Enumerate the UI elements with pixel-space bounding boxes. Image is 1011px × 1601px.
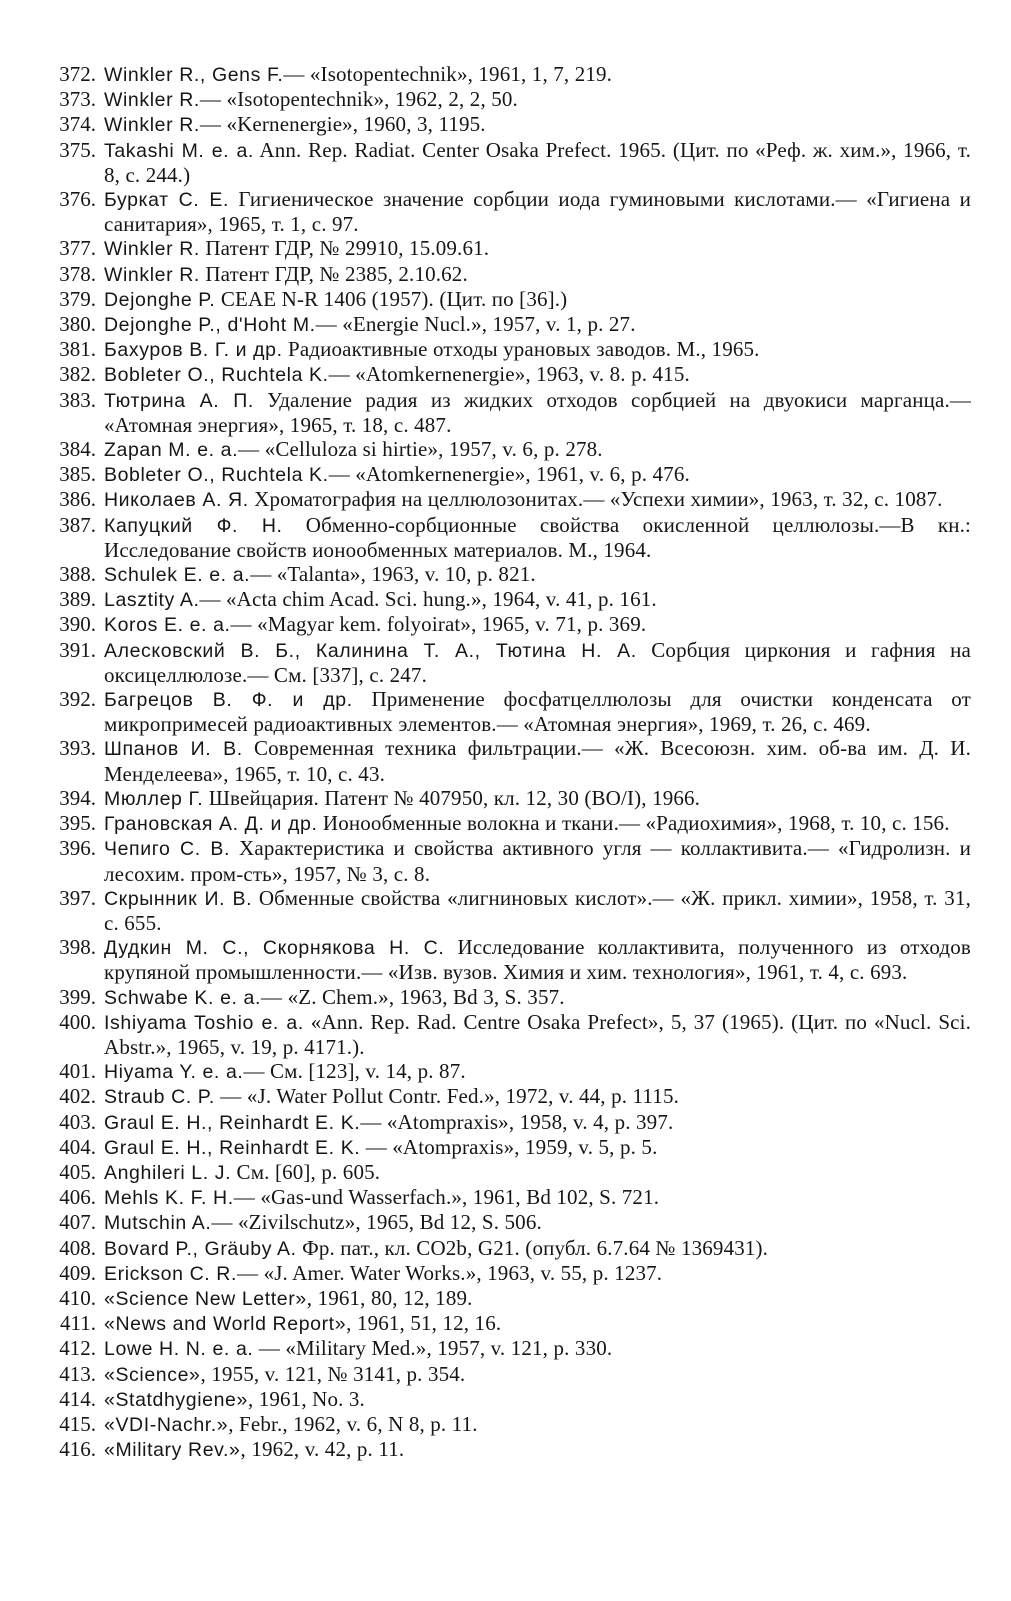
reference-entry (44, 562, 971, 587)
reference-number: 408. (59, 1235, 96, 1260)
reference-source: — См. [123], v. 14, p. 87. (243, 1059, 466, 1084)
reference-text (104, 487, 971, 512)
reference-number: 397. (59, 885, 96, 910)
reference-source: , 1961, 80, 12, 189. (306, 1285, 473, 1310)
reference-text (104, 1185, 971, 1210)
reference-source: — «Atomkernenergie», 1963, v. 8. p. 415. (328, 362, 690, 387)
reference-text (104, 1362, 971, 1387)
reference-source: — «Zivilschutz», 1965, Bd 12, S. 506. (211, 1210, 542, 1235)
reference-author: Straub C. P. (104, 1086, 215, 1109)
reference-entry (44, 736, 971, 785)
reference-author: Lowe H. N. e. a. (104, 1338, 254, 1361)
reference-text (104, 1084, 971, 1109)
reference-text (104, 811, 971, 836)
reference-text (104, 362, 971, 387)
reference-source: — «Talanta», 1963, v. 10, p. 821. (250, 562, 536, 587)
reference-text (104, 138, 971, 187)
reference-number: 411. (60, 1311, 96, 1336)
reference-source: — «J. Water Pollut Contr. Fed.», 1972, v. 44, p. 1115. (214, 1084, 679, 1109)
reference-source: — «Gas-und Wasserfach.», 1961, Bd 102, S. 721. (233, 1185, 660, 1210)
reference-author: Winkler R. (104, 114, 200, 137)
reference-entry (44, 287, 971, 312)
reference-entry (44, 587, 971, 612)
reference-text (104, 462, 971, 487)
reference-entry (44, 1210, 971, 1235)
reference-author: «VDI-Nachr.» (104, 1413, 229, 1436)
reference-author: Zapan M. e. a. (104, 439, 239, 462)
reference-source: — «Atompraxis», 1959, v. 5, p. 5. (360, 1134, 658, 1159)
reference-number: 384. (59, 437, 96, 462)
reference-entry (44, 1084, 971, 1109)
reference-source: , Febr., 1962, v. 6, N 8, p. 11. (228, 1411, 478, 1436)
reference-source: Патент ГДР, № 29910, 15.09.61. (199, 236, 490, 261)
reference-entry (44, 1110, 971, 1135)
reference-source: «Ann. Rep. Rad. Centre Osaka Prefect», 5, 37 (1965). (Цит. по «Nucl. Sci. Abstr.», 1965, v. 19, p. 4171.). (104, 1009, 972, 1059)
reference-source: — «Magyar kem. folyoirat», 1965, v. 71, p. 369. (230, 612, 647, 637)
reference-author: Алесковский В. Б., Калинина Т. А., Тютина Н. А. (104, 639, 637, 662)
reference-number: 372. (59, 62, 96, 86)
reference-text (104, 1010, 971, 1059)
reference-number: 396. (59, 836, 96, 861)
reference-number: 403. (59, 1109, 96, 1134)
reference-author: Dejonghe P. (104, 288, 216, 311)
reference-text (104, 1110, 971, 1135)
reference-source: Гигиеническое значение сорбции иода гуминовыми кислотами.— «Гигиена и санитария», 1965, т. 1, с. 97. (104, 187, 971, 237)
reference-entry (44, 262, 971, 287)
reference-text (104, 437, 971, 462)
reference-entry (44, 462, 971, 487)
reference-entry (44, 1437, 971, 1462)
reference-text (104, 1336, 971, 1361)
reference-text (104, 1160, 971, 1185)
reference-source: , 1961, 51, 12, 16. (346, 1311, 502, 1336)
reference-author: Winkler R., Gens F. (104, 64, 284, 86)
reference-number: 377. (59, 236, 96, 261)
reference-list (44, 62, 971, 1462)
reference-source: См. [60], p. 605. (231, 1159, 381, 1184)
reference-author: Koros E. e. a. (104, 614, 231, 637)
reference-text (104, 87, 971, 112)
reference-entry (44, 1336, 971, 1361)
reference-text (104, 388, 971, 437)
reference-entry (44, 886, 971, 935)
reference-number: 406. (59, 1185, 96, 1210)
reference-source: Ann. Rep. Radiat. Center Osaka Prefect. 1965. (Цит. по «Реф. ж. хим.», 1966, т. 8, с. 244.) (104, 137, 971, 187)
reference-text (104, 786, 971, 811)
reference-author: Шпанов И. В. (104, 738, 243, 761)
reference-entry (44, 786, 971, 811)
reference-source: Швейцария. Патент № 407950, кл. 12, 30 (BO/I), 1966. (203, 785, 701, 810)
reference-entry (44, 1185, 971, 1210)
reference-author: Winkler R. (104, 263, 200, 286)
reference-number: 389. (59, 587, 96, 612)
reference-text (104, 287, 971, 312)
reference-entry (44, 811, 971, 836)
reference-author: «Science» (104, 1363, 201, 1386)
reference-author: Bobleter O., Ruchtela K. (104, 464, 329, 487)
reference-author: Буркат С. Е. (104, 189, 230, 212)
reference-text (104, 312, 971, 337)
reference-text (104, 886, 971, 935)
reference-source: Радиоактивные отходы урановых заводов. М., 1965. (282, 337, 760, 362)
reference-author: Schulek E. e. a. (104, 564, 251, 587)
reference-source: — «Atomkernenergie», 1961, v. 6, p. 476. (328, 462, 690, 487)
reference-author: Winkler R. (104, 89, 200, 112)
reference-text (104, 187, 971, 236)
reference-entry (44, 487, 971, 512)
reference-number: 391. (59, 637, 96, 662)
reference-number: 399. (59, 984, 96, 1009)
reference-number: 382. (59, 362, 96, 387)
reference-text (104, 836, 971, 885)
reference-source: Современная техника фильтрации.— «Ж. Всесоюзн. хим. об-ва им. Д. И. Менделеева», 1965, т. 10, с. 43. (104, 736, 971, 786)
reference-entry (44, 836, 971, 885)
reference-number: 387. (59, 512, 96, 537)
reference-source: Сорбция циркония и гафния на оксицеллюлозе.— См. [337], с. 247. (104, 637, 971, 687)
reference-entry (44, 612, 971, 637)
reference-source: Обменно-сорбционные свойства окисленной целлюлозы.—В кн.: Исследование свойств ионообменных материалов. М., 1964. (104, 512, 971, 562)
reference-author: Hiyama Y. e. a. (104, 1061, 244, 1084)
reference-author: Bobleter O., Ruchtela K. (104, 364, 329, 387)
reference-entry (44, 1160, 971, 1185)
reference-author: Ishiyama Toshio e. a. (104, 1011, 304, 1034)
reference-author: Erickson C. R. (104, 1262, 238, 1285)
reference-number: 415. (59, 1411, 96, 1436)
reference-number: 374. (59, 112, 96, 137)
reference-source: Характеристика и свойства активного угля — коллактивита.— «Гидролизн. и лесохим. пром-сть», 1957, № 3, с. 8. (104, 836, 971, 886)
reference-entry (44, 1236, 971, 1261)
reference-text (104, 935, 971, 984)
reference-author: Николаев А. Я. (104, 489, 249, 512)
reference-text (104, 1261, 971, 1286)
reference-number: 376. (59, 187, 96, 212)
reference-source: CEAE N-R 1406 (1957). (Цит. по [36].) (215, 286, 568, 311)
reference-text (104, 1059, 971, 1084)
reference-author: «Statdhygiene» (104, 1388, 248, 1411)
reference-entry (44, 1387, 971, 1412)
reference-entry (44, 337, 971, 362)
reference-number: 388. (59, 562, 96, 587)
reference-text (104, 262, 971, 287)
reference-source: — «Acta chim Acad. Sci. hung.», 1964, v. 41, p. 161. (199, 587, 657, 612)
reference-text (104, 1236, 971, 1261)
reference-number: 379. (59, 286, 96, 311)
reference-number: 404. (59, 1134, 96, 1159)
reference-entry (44, 1010, 971, 1059)
reference-entry (44, 362, 971, 387)
reference-author: Бахуров В. Г. и др. (104, 339, 283, 362)
reference-author: «Science New Letter» (104, 1287, 307, 1310)
reference-number: 412. (59, 1336, 96, 1361)
reference-text (104, 513, 971, 562)
reference-entry (44, 935, 971, 984)
reference-author: «News and World Report» (104, 1313, 347, 1336)
reference-source: — «Atompraxis», 1958, v. 4, p. 397. (360, 1109, 674, 1134)
reference-entry (44, 236, 971, 261)
reference-source: — «Energie Nucl.», 1957, v. 1, p. 27. (315, 312, 636, 337)
reference-number: 395. (59, 811, 96, 836)
reference-author: Lasztity A. (104, 589, 200, 612)
reference-text (104, 1135, 971, 1160)
reference-text (104, 1286, 971, 1311)
reference-text (104, 337, 971, 362)
reference-entry (44, 1286, 971, 1311)
reference-number: 394. (59, 785, 96, 810)
reference-source: — «Military Med.», 1957, v. 121, p. 330. (253, 1336, 613, 1361)
reference-entry (44, 638, 971, 687)
reference-text (104, 1412, 971, 1437)
reference-source: Применение фосфатцеллюлозы для очистки конденсата от микропримесей радиоактивных элементов.— «Атомная энергия», 1969, т. 26, с. 469. (104, 687, 971, 737)
reference-number: 375. (59, 137, 96, 162)
reference-entry (44, 513, 971, 562)
reference-number: 407. (59, 1210, 96, 1235)
reference-number: 400. (59, 1009, 96, 1034)
reference-number: 386. (59, 487, 96, 512)
reference-text (104, 112, 971, 137)
reference-number: 383. (59, 387, 96, 412)
reference-author: Graul E. H., Reinhardt E. K. (104, 1111, 361, 1134)
reference-author: Мюллер Г. (104, 787, 204, 810)
reference-text (104, 985, 971, 1010)
reference-entry (44, 1362, 971, 1387)
reference-number: 380. (59, 312, 96, 337)
reference-source: — «Z. Chem.», 1963, Bd 3, S. 357. (261, 984, 565, 1009)
reference-source: Патент ГДР, № 2385, 2.10.62. (199, 261, 468, 286)
reference-number: 392. (59, 687, 96, 712)
reference-text (104, 587, 971, 612)
reference-text (104, 1387, 971, 1412)
reference-text (104, 1210, 971, 1235)
reference-author: Graul E. H., Reinhardt E. K. (104, 1136, 361, 1159)
reference-text (104, 1311, 971, 1336)
reference-author: Schwabe K. e. a. (104, 986, 262, 1009)
reference-source: , 1961, No. 3. (247, 1386, 365, 1411)
reference-text (104, 1437, 971, 1462)
reference-number: 373. (59, 87, 96, 112)
reference-entry (44, 112, 971, 137)
reference-text (104, 62, 971, 87)
reference-entry (44, 437, 971, 462)
reference-number: 385. (59, 462, 96, 487)
reference-number: 381. (59, 337, 96, 362)
reference-author: «Military Rev.» (104, 1439, 241, 1462)
reference-number: 401. (59, 1059, 96, 1084)
reference-entry (44, 985, 971, 1010)
reference-source: Хроматография на целлюлозонитах.— «Успехи химии», 1963, т. 32, с. 1087. (248, 487, 943, 512)
reference-author: Dejonghe P., d'Hoht M. (104, 314, 316, 337)
reference-text (104, 236, 971, 261)
reference-author: Тютрина А. П. (104, 389, 254, 412)
reference-author: Mutschin A. (104, 1212, 212, 1235)
reference-number: 410. (59, 1285, 96, 1310)
reference-author: Грановская А. Д. и др. (104, 813, 318, 836)
reference-author: Дудкин М. С., Скорнякова Н. С. (104, 937, 445, 960)
reference-author: Anghileri L. J. (104, 1161, 232, 1184)
reference-source: Удаление радия из жидких отходов сорбцией на двуокиси марганца.— «Атомная энергия», 1965, т. 18, с. 487. (104, 387, 971, 437)
reference-text (104, 638, 971, 687)
reference-source: , 1955, v. 121, № 3141, p. 354. (200, 1361, 466, 1386)
reference-text (104, 562, 971, 587)
reference-number: 393. (59, 736, 96, 761)
reference-number: 398. (59, 935, 96, 960)
reference-number: 414. (59, 1386, 96, 1411)
reference-source: — «Isotopentechnik», 1962, 2, 2, 50. (199, 87, 518, 112)
reference-number: 405. (59, 1159, 96, 1184)
reference-author: Капуцкий Ф. Н. (104, 514, 283, 537)
reference-entry (44, 687, 971, 736)
reference-entry (44, 1412, 971, 1437)
reference-author: Winkler R. (104, 238, 200, 261)
reference-source: Фр. пат., кл. CO2b, G21. (опубл. 6.7.64 № 1369431). (296, 1235, 769, 1260)
reference-entry (44, 187, 971, 236)
reference-source: — «J. Amer. Water Works.», 1963, v. 55, p. 1237. (237, 1260, 663, 1285)
reference-source: — «Celluloza si hirtie», 1957, v. 6, p. 278. (238, 437, 603, 462)
reference-text (104, 687, 971, 736)
reference-text (104, 612, 971, 637)
reference-entry (44, 388, 971, 437)
reference-number: 390. (59, 612, 96, 637)
reference-entry (44, 87, 971, 112)
reference-source: — «Isotopentechnik», 1961, 1, 7, 219. (283, 62, 613, 86)
reference-author: Bovard P., Gräuby A. (104, 1237, 297, 1260)
reference-entry (44, 138, 971, 187)
reference-number: 402. (59, 1084, 96, 1109)
reference-author: Багрецов В. Ф. и др. (104, 689, 353, 712)
reference-entry (44, 1311, 971, 1336)
reference-source: — «Kernenergie», 1960, 3, 1195. (199, 112, 486, 137)
reference-number: 416. (59, 1437, 96, 1462)
reference-source: Исследование коллактивита, полученного из отходов крупяной промышленности.— «Изв. вузов. Химия и хим. технология», 1961, т. 4, с. 693. (104, 935, 971, 985)
reference-source: , 1962, v. 42, p. 11. (240, 1437, 405, 1462)
reference-entry (44, 312, 971, 337)
reference-number: 378. (59, 261, 96, 286)
reference-source: Обменные свойства «лигниновых кислот».— «Ж. прикл. химии», 1958, т. 31, с. 655. (104, 885, 971, 935)
reference-entry (44, 1261, 971, 1286)
reference-entry (44, 1135, 971, 1160)
reference-author: Takashi M. e. a. (104, 139, 254, 162)
reference-author: Скрынник И. В. (104, 887, 253, 910)
reference-entry (44, 62, 971, 87)
reference-number: 413. (59, 1361, 96, 1386)
reference-number: 409. (59, 1260, 96, 1285)
reference-text (104, 736, 971, 785)
reference-author: Mehls K. F. H. (104, 1187, 234, 1210)
reference-entry (44, 1059, 971, 1084)
reference-source: Ионообменные волокна и ткани.— «Радиохимия», 1968, т. 10, с. 156. (317, 811, 950, 836)
reference-author: Чепиго С. В. (104, 838, 231, 861)
